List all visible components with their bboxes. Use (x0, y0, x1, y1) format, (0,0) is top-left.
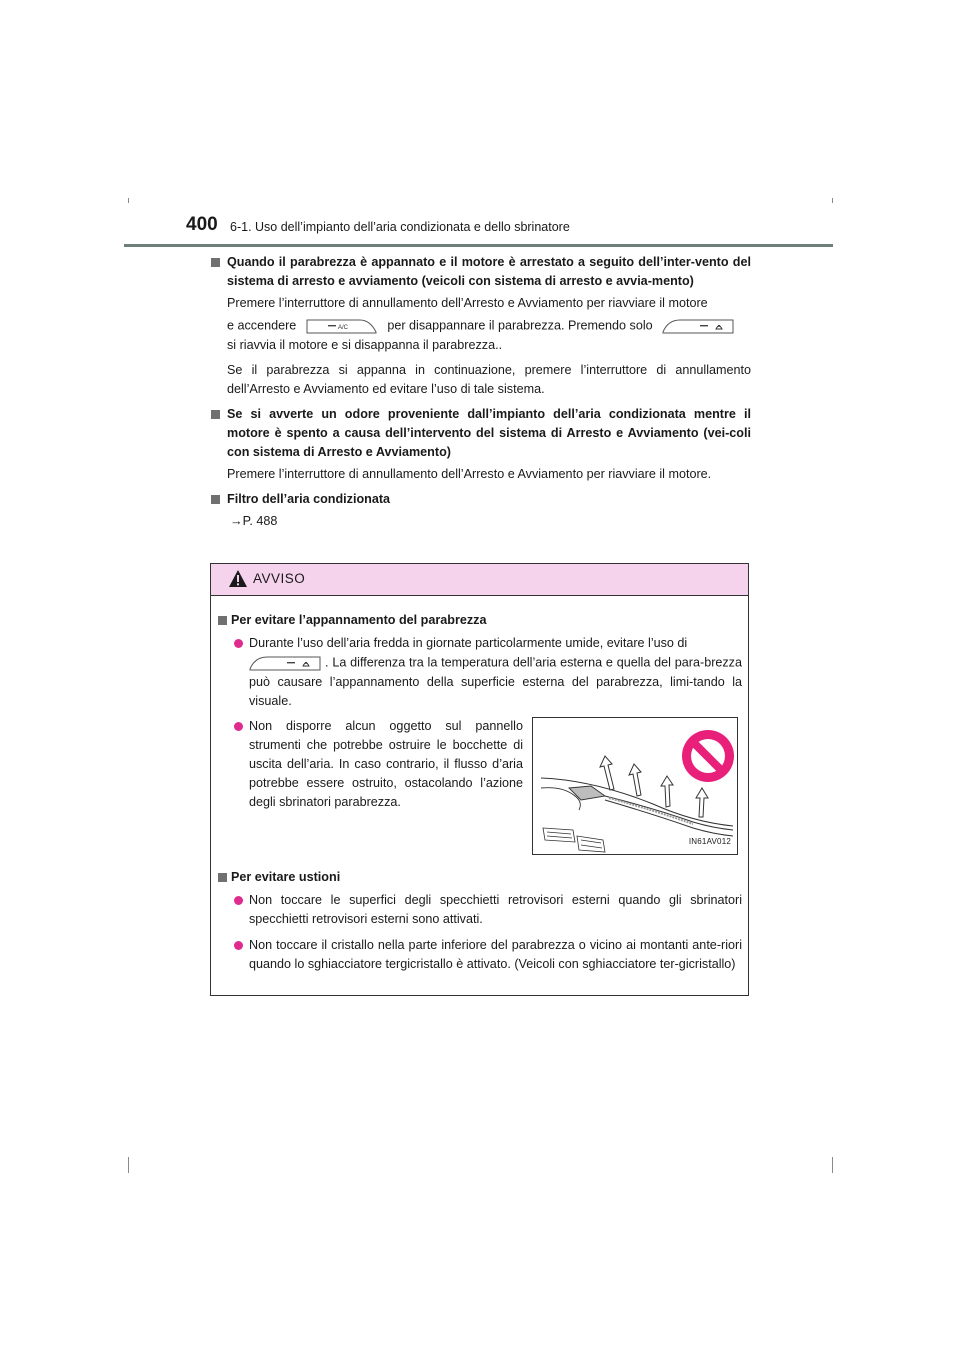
bullet-text: Durante l’uso dell’aria fredda in giornate particolarmente umide, evitare l’uso di (249, 636, 688, 650)
section-filter (211, 490, 751, 531)
round-bullet-icon (234, 722, 243, 731)
section-odor (211, 405, 751, 484)
square-bullet-icon (211, 495, 220, 504)
round-bullet-icon (234, 639, 243, 648)
text-fragment: per disappannare il parabrezza. Premendo solo (387, 318, 653, 333)
crop-mark (128, 198, 129, 203)
section-heading: Filtro dell’aria condizionata (227, 492, 391, 506)
svg-text:A/C: A/C (337, 325, 348, 331)
crop-mark (832, 1157, 833, 1173)
round-bullet-icon (234, 941, 243, 950)
bullet-with-figure (218, 717, 742, 867)
square-bullet-icon (211, 410, 220, 419)
section-title: 6-1. Uso dell’impianto dell’aria condizionata e dello sbrinatore (230, 220, 570, 234)
paragraph: Premere l’interruttore di annullamento dell’Arresto e Avviamento per riavviare il motore (227, 296, 708, 310)
ac-button-icon (306, 316, 378, 336)
warning-label: AVVISO (253, 571, 306, 586)
figure-code: IN61AV012 (688, 837, 731, 846)
section-heading: Quando il parabrezza è appannato e il motore è arrestato a seguito dell’inter-vento del sistema di arresto e avviamento (veicoli con sistema di arresto e avvia-mento) (227, 255, 751, 288)
paragraph: Premere l’interruttore di annullamento dell’Arresto e Avviamento per riavviare il motore. (227, 467, 712, 481)
page-header (186, 214, 836, 244)
section-heading: Se si avverte un odore proveniente dall’impianto dell’aria condizionata mentre il motore è spento a causa dell’intervento del sistema di Arresto e Avviamento (vei-coli con sistema di Arresto e Avviamento) (227, 407, 751, 459)
square-bullet-icon (218, 873, 227, 882)
bullet-text: Non toccare il cristallo nella parte inferiore del parabrezza o vicino ai montanti ante-riori quando lo sghiacciatore tergicristallo è attivato. (Veicoli con sghiacciatore ter-gicristallo) (249, 938, 742, 971)
page-reference-link[interactable]: →P. 488 (230, 514, 278, 528)
crop-mark (128, 1157, 129, 1173)
bullet-text: Non toccare le superfici degli specchietti retrovisori esterni quando gli sbrinatori specchietti retrovisori esterni sono attivati. (249, 893, 742, 926)
header-rule (124, 244, 833, 247)
paragraph: Se il parabrezza si appanna in continuazione, premere l’interruttore di annullamento dell’Arresto e Avviamento ed evitare l’uso di tale sistema. (227, 363, 751, 396)
main-content (211, 250, 751, 531)
warning-heading: Per evitare ustioni (231, 870, 341, 884)
bullet-text: . La differenza tra la temperatura dell’aria esterna e quella del para-brezza può causare l’appannamento della superficie esterna del parabrezza, limi-tando la visuale. (249, 655, 742, 708)
warning-header (211, 564, 748, 596)
warning-box (210, 563, 749, 996)
warning-heading: Per evitare l’appannamento del parabrezza (231, 613, 487, 627)
inline-icon-line (211, 316, 751, 336)
warning-triangle-icon (228, 569, 248, 588)
page-number: 400 (186, 214, 218, 235)
warning-body (211, 596, 748, 974)
front-defroster-icon (662, 316, 734, 336)
warning-bullet (218, 717, 523, 812)
warning-bullet (218, 634, 742, 711)
front-defroster-icon (249, 653, 321, 673)
square-bullet-icon (218, 616, 227, 625)
bullet-text: Non disporre alcun oggetto sul pannello strumenti che potrebbe ostruire le bocchette di uscita dell’aria. In caso contrario, il flusso d’aria potrebbe essere ostruito, ostacolando l’azione degli sbrinatori parabrezza. (249, 719, 523, 809)
crop-mark (832, 198, 833, 203)
warning-bullet (218, 936, 742, 974)
dashboard-illustration (532, 717, 738, 855)
round-bullet-icon (234, 896, 243, 905)
section-stop-start-fog (211, 253, 751, 399)
square-bullet-icon (211, 258, 220, 267)
text-fragment: e accendere (227, 318, 297, 333)
paragraph: si riavvia il motore e si disappanna il parabrezza.. (227, 338, 503, 352)
warning-bullet (218, 891, 742, 929)
